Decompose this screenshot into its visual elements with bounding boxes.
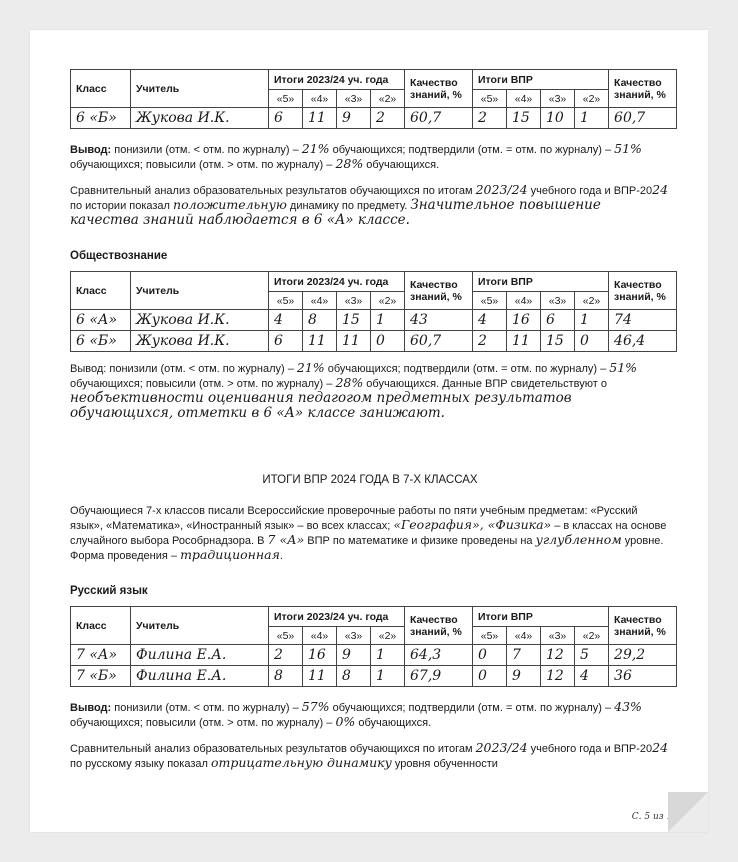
cell-value: 0	[473, 645, 507, 666]
cell-class: 6 «Б»	[71, 108, 131, 129]
heading-social-studies: Обществознание	[70, 250, 168, 262]
header-grade-4: «4»	[303, 627, 337, 645]
header-itogi: Итоги 2023/24 уч. года	[269, 607, 405, 627]
header-quality-vpr: Качество знаний, %	[609, 70, 677, 108]
cell-quality: 64,3	[405, 645, 473, 666]
cell-value: 1	[371, 310, 405, 331]
header-quality-vpr: Качество знаний, %	[609, 272, 677, 310]
header-vpr-grade-3: «3»	[541, 90, 575, 108]
cell-value: 11	[303, 331, 337, 352]
results-table-history	[70, 69, 677, 129]
cell-quality: 60,7	[405, 331, 473, 352]
header-vpr-grade-5: «5»	[473, 90, 507, 108]
cell-value: 11	[303, 666, 337, 687]
cell-value: 0	[473, 666, 507, 687]
header-grade-2: «2»	[371, 90, 405, 108]
table-row	[71, 310, 677, 331]
header-vpr-grade-3: «3»	[541, 627, 575, 645]
cell-value: 16	[507, 310, 541, 331]
cell-quality: 36	[609, 666, 677, 687]
header-vpr-grade-2: «2»	[575, 90, 609, 108]
cell-value: 1	[371, 645, 405, 666]
header-grade-4: «4»	[303, 90, 337, 108]
cell-value: 4	[473, 310, 507, 331]
header-vpr: Итоги ВПР	[473, 70, 609, 90]
cell-value: 1	[575, 310, 609, 331]
cell-value: 6	[541, 310, 575, 331]
header-teacher: Учитель	[131, 607, 269, 645]
header-vpr-grade-5: «5»	[473, 627, 507, 645]
header-itogi: Итоги 2023/24 уч. года	[269, 70, 405, 90]
cell-value: 5	[575, 645, 609, 666]
cell-value: 11	[337, 331, 371, 352]
header-grade-2: «2»	[371, 292, 405, 310]
cell-value: 0	[575, 331, 609, 352]
table-row	[71, 331, 677, 352]
header-class: Класс	[71, 272, 131, 310]
cell-value: 10	[541, 108, 575, 129]
header-grade-3: «3»	[337, 292, 371, 310]
cell-value: 6	[269, 108, 303, 129]
header-itogi: Итоги 2023/24 уч. года	[269, 272, 405, 292]
header-grade-4: «4»	[303, 292, 337, 310]
header-grade-5: «5»	[269, 627, 303, 645]
header-vpr-grade-4: «4»	[507, 627, 541, 645]
header-grade-5: «5»	[269, 292, 303, 310]
cell-value: 1	[371, 666, 405, 687]
page-number: С. 5 из 10	[631, 812, 678, 822]
cell-value: 9	[337, 645, 371, 666]
cell-teacher: Филина Е.А.	[131, 645, 269, 666]
header-teacher: Учитель	[131, 272, 269, 310]
cell-value: 7	[507, 645, 541, 666]
cell-teacher: Жукова И.К.	[131, 331, 269, 352]
header-grade-5: «5»	[269, 90, 303, 108]
cell-value: 2	[371, 108, 405, 129]
header-quality: Качество знаний, %	[405, 70, 473, 108]
cell-class: 6 «Б»	[71, 331, 131, 352]
cell-quality: 46,4	[609, 331, 677, 352]
header-class: Класс	[71, 70, 131, 108]
cell-class: 7 «Б»	[71, 666, 131, 687]
intro-7th-grade: Обучающиеся 7-х классов писали Всероссийские проверочные работы по пяти учебным предметам: «Русский язык», «Математика», «Иностранный язык» – во всех классах; «География», «Физика» – в классах на основе случайного выбора Рособрнадзора. В 7 «А» ВПР по математике и физике проведены на углубленном уровне. Форма проведения – традиционная.	[70, 505, 667, 562]
cell-value: 16	[303, 645, 337, 666]
cell-quality: 60,7	[609, 108, 677, 129]
header-quality-vpr: Качество знаний, %	[609, 607, 677, 645]
cell-value: 9	[337, 108, 371, 129]
cell-class: 7 «А»	[71, 645, 131, 666]
header-teacher: Учитель	[131, 70, 269, 108]
header-grade-2: «2»	[371, 627, 405, 645]
header-quality: Качество знаний, %	[405, 607, 473, 645]
cell-teacher: Филина Е.А.	[131, 666, 269, 687]
table-row	[71, 666, 677, 687]
conclusion-history: Вывод: понизили (отм. < отм. по журналу) – 21% обучающихся; подтвердили (отм. = отм. по журналу) – 51% обучающихся; повысили (отм. > отм. по журналу) – 28% обучающихся.	[70, 141, 642, 171]
results-table-russian	[70, 606, 677, 687]
cell-value: 0	[371, 331, 405, 352]
analysis-history: Сравнительный анализ образовательных результатов обучающихся по итогам 2023/24 учебного года и ВПР-2024 по истории показал положительную динамику по предмету. Значительное повышение качества знаний наблюдается в 6 «А» классе.	[70, 182, 669, 228]
page-fold-corner	[668, 792, 708, 832]
page-content	[70, 68, 670, 771]
cell-quality: 74	[609, 310, 677, 331]
cell-value: 8	[303, 310, 337, 331]
cell-value: 11	[507, 331, 541, 352]
cell-teacher: Жукова И.К.	[131, 310, 269, 331]
cell-value: 8	[337, 666, 371, 687]
document-page	[30, 30, 708, 832]
cell-value: 4	[575, 666, 609, 687]
section-title: ИТОГИ ВПР 2024 ГОДА В 7-Х КЛАССАХ	[262, 474, 478, 486]
cell-value: 15	[337, 310, 371, 331]
header-vpr-grade-3: «3»	[541, 292, 575, 310]
table-row	[71, 645, 677, 666]
header-class: Класс	[71, 607, 131, 645]
header-quality: Качество знаний, %	[405, 272, 473, 310]
header-vpr: Итоги ВПР	[473, 607, 609, 627]
conclusion-social: Вывод: понизили (отм. < отм. по журналу) – 21% обучающихся; подтвердили (отм. = отм. по журналу) – 51% обучающихся; повысили (отм. > отм. по журналу) – 28% обучающихся. Данные ВПР свидетельствуют о необъективности оценивания педагогом предметных результатов обучающихся, отметки в 6 «А» классе занижают.	[70, 360, 638, 421]
header-vpr-grade-4: «4»	[507, 90, 541, 108]
cell-value: 4	[269, 310, 303, 331]
cell-quality: 67,9	[405, 666, 473, 687]
cell-class: 6 «А»	[71, 310, 131, 331]
cell-value: 15	[541, 331, 575, 352]
cell-quality: 43	[405, 310, 473, 331]
heading-russian: Русский язык	[70, 585, 148, 597]
header-vpr: Итоги ВПР	[473, 272, 609, 292]
cell-value: 12	[541, 666, 575, 687]
cell-teacher: Жукова И.К.	[131, 108, 269, 129]
cell-value: 11	[303, 108, 337, 129]
header-vpr-grade-5: «5»	[473, 292, 507, 310]
cell-value: 15	[507, 108, 541, 129]
cell-quality: 60,7	[405, 108, 473, 129]
header-vpr-grade-2: «2»	[575, 627, 609, 645]
cell-value: 9	[507, 666, 541, 687]
cell-value: 2	[473, 331, 507, 352]
cell-value: 8	[269, 666, 303, 687]
cell-value: 2	[269, 645, 303, 666]
cell-value: 12	[541, 645, 575, 666]
header-vpr-grade-2: «2»	[575, 292, 609, 310]
cell-value: 2	[473, 108, 507, 129]
cell-value: 6	[269, 331, 303, 352]
header-grade-3: «3»	[337, 627, 371, 645]
analysis-russian: Сравнительный анализ образовательных результатов обучающихся по итогам 2023/24 учебного года и ВПР-2024 по русскому языку показал отрицательную динамику уровня обученности	[70, 740, 669, 770]
table-row	[71, 108, 677, 129]
header-grade-3: «3»	[337, 90, 371, 108]
conclusion-russian: Вывод: понизили (отм. < отм. по журналу) – 57% обучающихся; подтвердили (отм. = отм. по журналу) – 43% обучающихся; повысили (отм. > отм. по журналу) – 0% обучающихся.	[70, 699, 642, 729]
header-vpr-grade-4: «4»	[507, 292, 541, 310]
cell-quality: 29,2	[609, 645, 677, 666]
results-table-social	[70, 271, 677, 352]
cell-value: 1	[575, 108, 609, 129]
